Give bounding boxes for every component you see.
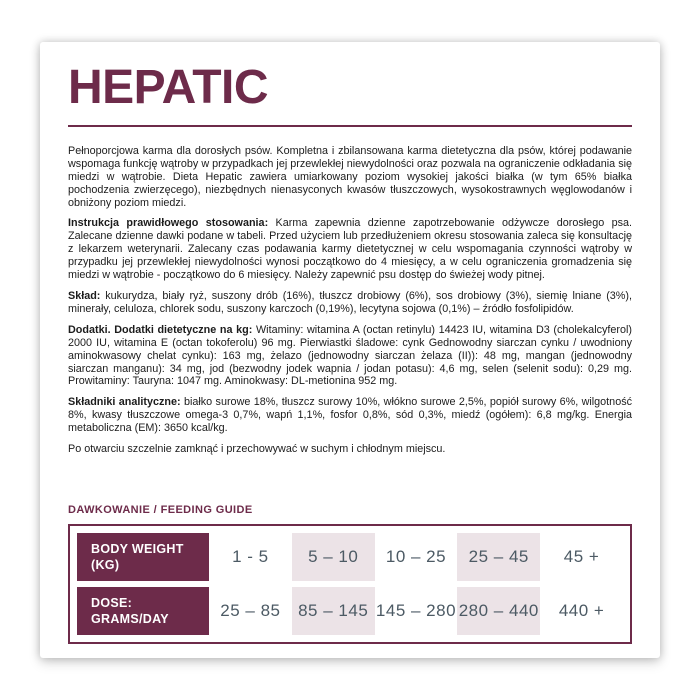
dose-value-cell: 85 – 145 xyxy=(292,587,375,635)
paragraph-text: Pełnoporcjowa karma dla dorosłych psów. Kompletna i zbilansowana karma dietetyczna dla psów, której podawanie wspomaga funkcję wątroby w przypadkach jej przewlekłej niewydolności oraz pozwala na ograniczenie odkładania się miedzi w wątrobie. Dieta Hepatic zawiera umiarkowany poziom wysokiej jakości białka (w tym 65% białka pochodzenia zwierzęcego), niezbędnych nienasyconych kwasów tłuszczowych, wysokostrawnych węglowodanów i obniżony poziom miedzi. xyxy=(68,144,632,209)
weight-value-cell: 25 – 45 xyxy=(457,533,540,581)
paragraph-text: Karma zapewnia dzienne zapotrzebowanie odżywcze dorosłego psa. Zalecane dzienne dawki podane w tabeli. Przed użyciem lub przedłużeniem okresu stosowania zaleca się konsultację z lekarzem weterynarii. Zalecany czas podawania karmy dietetycznej w celu wspomagania czynności wątroby w przypadku jej przewlekłej niewydolności wynosi początkowo do 4 miesięcy, a w celu ograniczenia gromadzenia się miedzi w wątrobie - początkowo do 6 miesięcy. Należy zapewnić psu dostęp do świeżej wody pitnej. xyxy=(68,217,632,282)
product-label-card xyxy=(40,42,660,658)
storage-note-paragraph xyxy=(68,443,632,456)
product-title: HEPATIC xyxy=(68,61,269,114)
paragraph-lead: Dodatki. Dodatki dietetyczne na kg: xyxy=(68,323,253,336)
intro-paragraph xyxy=(68,145,632,210)
usage-instructions-paragraph xyxy=(68,217,632,282)
paragraph-lead: Skład: xyxy=(68,290,101,303)
additives-paragraph xyxy=(68,324,632,389)
dose-row xyxy=(77,587,623,635)
dose-header-cell: DOSE: GRAMS/DAY xyxy=(77,587,209,635)
body-weight-row xyxy=(77,533,623,581)
paragraph-lead: Składniki analityczne: xyxy=(68,396,181,409)
paragraph-text: Witaminy: witamina A (octan retinylu) 14423 IU, witamina D3 (cholekalcyferol) 2000 IU, witamina E (octan tokoferolu) 96 mg. Pierwiastki śladowe: cynk Gednowodny siarczan cynku / uwodniony aminokwasowy chelat cynku): 163 mg, żelazo (jednowodny siarczan żelaza (II)): 48 mg, mangan (jednowodny siarczan manganu): 34 mg, jod (bezwodny jodek wapnia / jodan potasu): 4,6 mg, selen (selenit sodu): 0,29 mg. Prowitaminy: Tauryna: 1047 mg. Aminokwasy: DL-metionina 952 mg. xyxy=(68,323,632,388)
dose-value-cell: 145 – 280 xyxy=(375,601,457,620)
title-divider xyxy=(68,125,632,127)
paragraph-text: Po otwarciu szczelnie zamknąć i przechowywać w suchym i chłodnym miejscu. xyxy=(68,443,446,456)
feeding-guide-heading: DAWKOWANIE / FEEDING GUIDE xyxy=(68,504,253,516)
weight-value-cell: 1 - 5 xyxy=(232,547,269,566)
feeding-guide-table xyxy=(68,524,632,644)
weight-value-cell: 10 – 25 xyxy=(385,547,447,566)
feeding-guide-section xyxy=(68,504,632,644)
dose-value-cell: 280 – 440 xyxy=(457,587,540,635)
description-section xyxy=(68,145,632,464)
paragraph-lead: Instrukcja prawidłowego stosowania: xyxy=(68,217,269,230)
weight-value-cell: 45 + xyxy=(563,547,600,566)
dose-value-cell: 440 + xyxy=(558,601,605,620)
paragraph-text: kukurydza, biały ryż, suszony drób (16%), tłuszcz drobiowy (6%), sos drobiowy (3%), siemię lniane (3%), minerały, celuloza, chlorek sodu, suszony karczoch (0,19%), lecytyna sojowa (0,1%) – źródło fosfolipidów. xyxy=(68,290,632,315)
dose-value-cell: 25 – 85 xyxy=(220,601,281,620)
composition-paragraph xyxy=(68,290,632,316)
body-weight-header-cell: BODY WEIGHT (KG) xyxy=(77,533,209,581)
paragraph-text: białko surowe 18%, tłuszcz surowy 10%, włókno surowe 2,5%, popiół surowy 6%, wilgotność 8%, kwasy tłuszczowe omega-3 0,7%, wapń 1,1%, fosfor 0,8%, sód 0,3%, miedź (ogółem): 6,8 mg/kg. Energia metaboliczna (EM): 3650 kcal/kg. xyxy=(68,396,632,435)
weight-value-cell: 5 – 10 xyxy=(292,533,375,581)
analytical-constituents-paragraph xyxy=(68,396,632,435)
